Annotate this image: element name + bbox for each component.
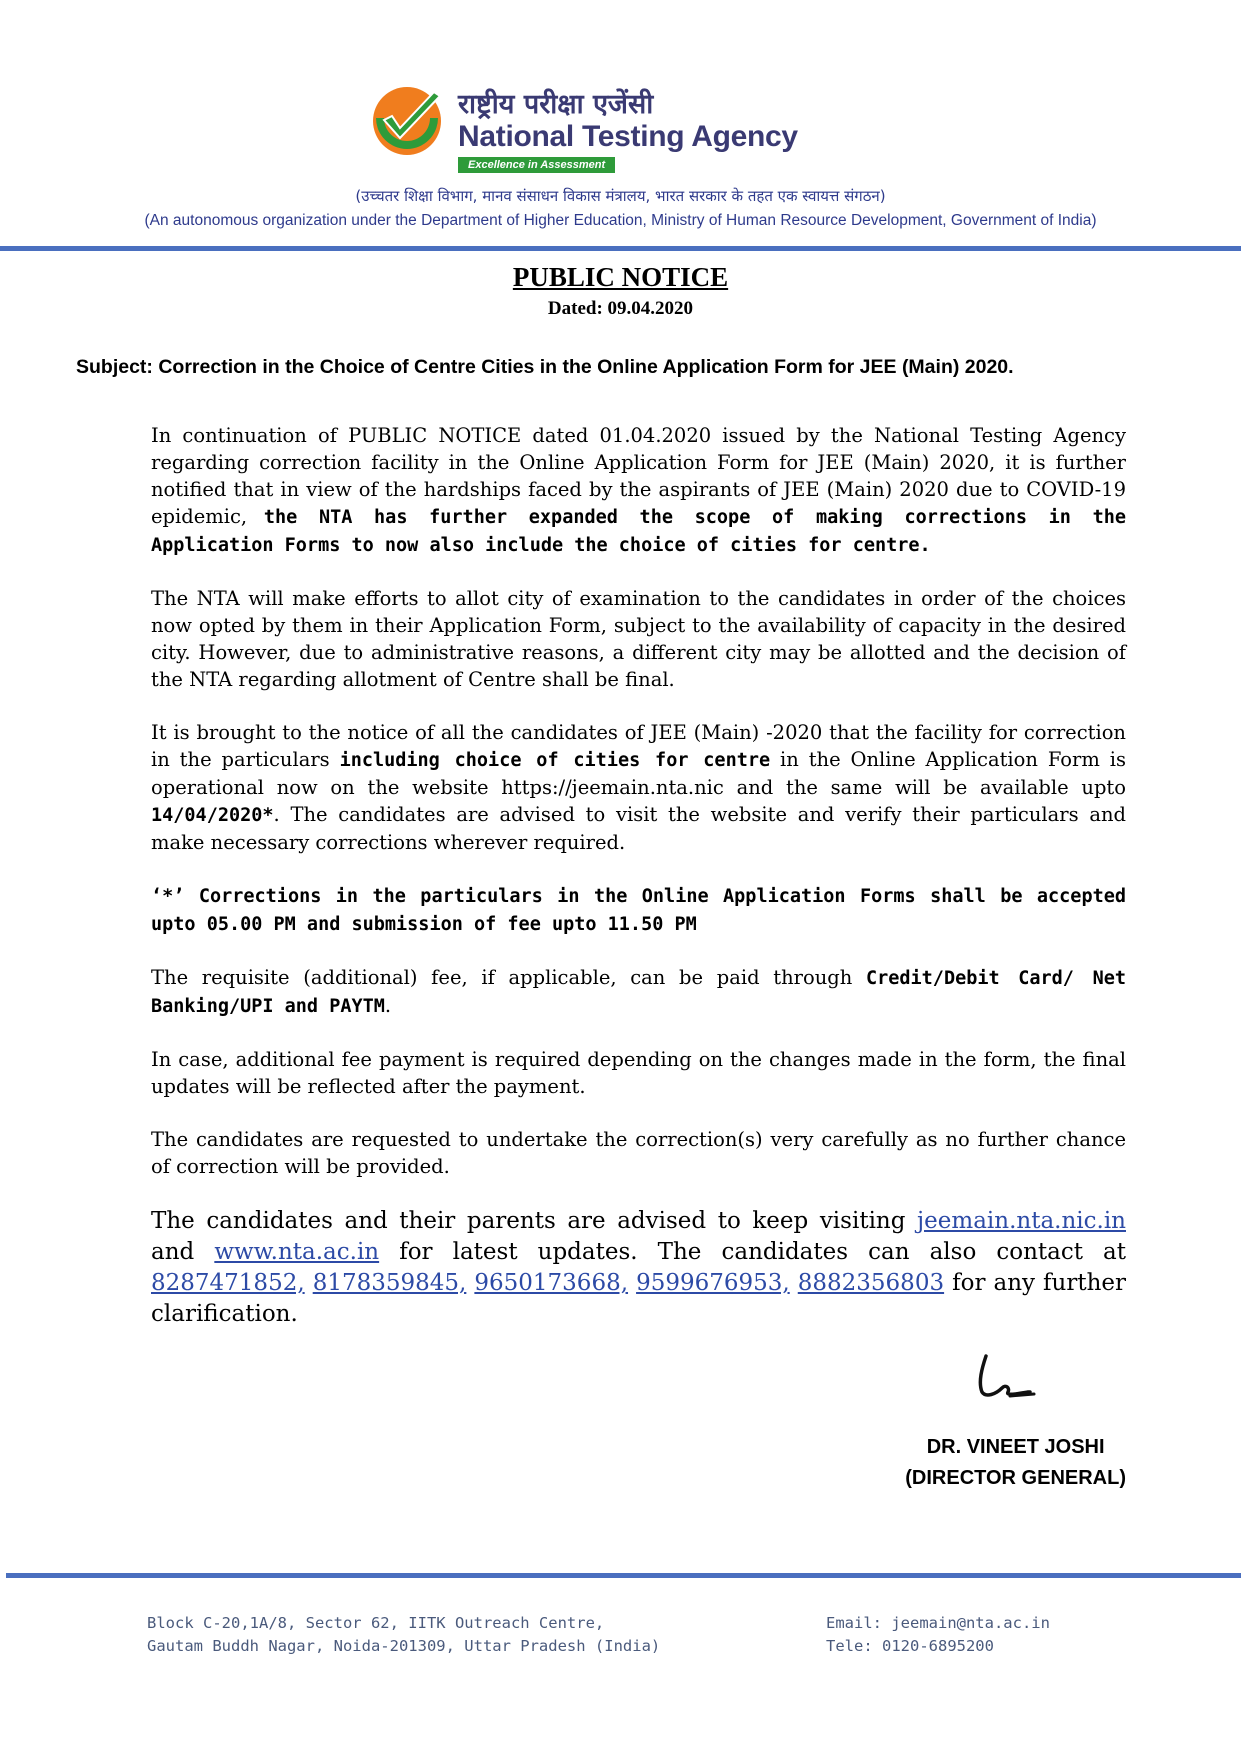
paragraph-3: It is brought to the notice of all the candidates of JEE (Main) -2020 that the facility for correction in the particulars including choice of cities for centre in the Online Application Form is operational now on the website https://jeemain.nta.nic and the same will be available upto 14/04/2020*. The candidates are advised to visit the website and verify their particulars and make necessary corrections wherever required. (151, 721, 1126, 854)
tagline-badge: Excellence in Assessment (458, 157, 615, 173)
signatory-designation: (DIRECTOR GENERAL) (905, 1467, 1126, 1489)
nta-checkmark-logo-icon (370, 84, 444, 158)
paragraph-8-contact: The candidates and their parents are advised to keep visiting jeemain.nta.nic.in and www.nta.ac.in for latest updates. The candidates can also contact at 8287471852, 8178359845, 9650173668, 9599676953, 8882356803 for any further clarification. (151, 1208, 1127, 1327)
org-description-english: (An autonomous organization under the Department of Higher Education, Ministry of Human Resource Development, Government of India) (144, 212, 1097, 229)
nta-logo (370, 84, 830, 182)
jeemain-link[interactable]: jeemain.nta.nic.in (917, 1208, 1126, 1234)
notice-title: PUBLIC NOTICE (512, 262, 729, 292)
phone-link[interactable]: 8882356803 (797, 1270, 945, 1296)
paragraph-6: In case, additional fee payment is required depending on the changes made in the form, the final updates will be reflected after the payment. (151, 1048, 1126, 1098)
nta-website-link[interactable]: www.nta.ac.in (214, 1239, 380, 1265)
header-divider (0, 246, 1241, 251)
footer-divider (6, 1573, 1241, 1578)
phone-link[interactable]: 8178359845, (312, 1270, 467, 1296)
phone-link[interactable]: 8287471852, (151, 1270, 305, 1296)
footer-contact (826, 1612, 1050, 1658)
notice-body (151, 422, 1126, 1356)
signature-icon (970, 1348, 1060, 1408)
footer-address: Block C-20,1A/8, Sector 62, IITK Outreach Centre, Gautam Buddh Nagar, Noida-201309, Uttar Pradesh (India) (147, 1614, 661, 1655)
notice-date: Dated: 09.04.2020 (547, 298, 694, 319)
letterhead (0, 0, 1241, 250)
footer-email: Email: jeemain@nta.ac.in (826, 1614, 1050, 1632)
signatory-name: DR. VINEET JOSHI (926, 1436, 1105, 1458)
paragraph-7: The candidates are requested to undertake the correction(s) very carefully as no further chance of correction will be provided. (151, 1128, 1126, 1178)
footer-telephone: Tele: 0120-6895200 (826, 1637, 994, 1655)
org-name-english: National Testing Agency (458, 120, 798, 153)
signatory-block (905, 1432, 1126, 1494)
phone-link[interactable]: 9599676953, (636, 1270, 790, 1296)
paragraph-1: In continuation of PUBLIC NOTICE dated 01.04.2020 issued by the National Testing Agency regarding correction facility in the Online Application Form for JEE (Main) 2020, it is further notified that in view of the hardships faced by the aspirants of JEE (Main) 2020 due to COVID-19 epidemic, the NTA has further expanded the scope of making corrections in the Application Forms to now also include the choice of cities for centre. (151, 424, 1127, 556)
phone-link[interactable]: 9650173668, (474, 1270, 629, 1296)
org-name-hindi: राष्ट्रीय परीक्षा एजेंसी (458, 89, 654, 120)
paragraph-4-deadline-note: ‘*’ Corrections in the particulars in the Online Application Forms shall be accepted upto 05.00 PM and submission of fee upto 11.50 PM (151, 886, 1126, 935)
paragraph-5: The requisite (additional) fee, if applicable, can be paid through Credit/Debit Card/ Net Banking/UPI and PAYTM. (151, 966, 1126, 1017)
org-description-hindi: (उच्चतर शिक्षा विभाग, मानव संसाधन विकास मंत्रालय, भारत सरकार के तहत एक स्वायत्त संगठन) (355, 187, 886, 205)
paragraph-2: The NTA will make efforts to allot city of examination to the candidates in order of the choices now opted by them in their Application Form, subject to the availability of capacity in the desired city. However, due to administrative reasons, a different city may be allotted and the decision of the NTA regarding allotment of Centre shall be final. (151, 587, 1126, 691)
notice-subject: Subject: Correction in the Choice of Centre Cities in the Online Application Form for JEE (Main) 2020. (76, 356, 1014, 378)
